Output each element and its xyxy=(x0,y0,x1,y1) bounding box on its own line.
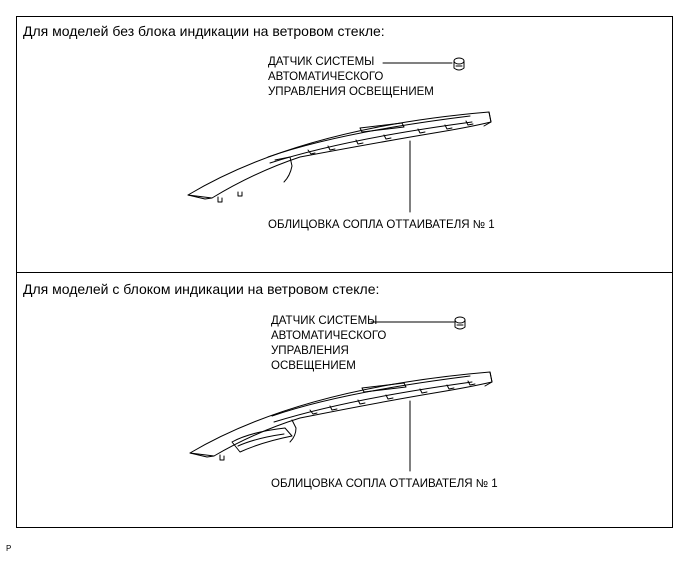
panel-2-sensor-label-line-1: ДАТЧИК СИСТЕМЫ xyxy=(271,315,378,327)
panel-2-sensor-label-line-3: УПРАВЛЕНИЯ xyxy=(271,345,349,357)
panel-2-light-sensor-icon xyxy=(455,317,465,329)
panel-1-sensor-label-line-2: АВТОМАТИЧЕСКОГО xyxy=(268,71,384,83)
panel-2-sensor-label-line-2: АВТОМАТИЧЕСКОГО xyxy=(271,330,387,342)
panel-1-title: Для моделей без блока индикации на ветровом стекле: xyxy=(23,23,385,39)
panel-1-defroster-nozzle-garnish xyxy=(188,112,491,202)
panel-2-defroster-nozzle-garnish xyxy=(190,372,492,460)
panel-1-nozzle-label: ОБЛИЦОВКА СОПЛА ОТТАИВАТЕЛЯ № 1 xyxy=(268,219,495,231)
panel-1-light-sensor-icon xyxy=(454,58,464,70)
panel-2-nozzle-label: ОБЛИЦОВКА СОПЛА ОТТАИВАТЕЛЯ № 1 xyxy=(271,478,498,490)
panel-2-title: Для моделей с блоком индикации на ветровом стекле: xyxy=(23,281,380,297)
panel-1-sensor-label-line-1: ДАТЧИК СИСТЕМЫ xyxy=(268,56,375,68)
figure-code: P xyxy=(6,544,12,553)
panel-2-sensor-label-line-4: ОСВЕЩЕНИЕМ xyxy=(271,360,356,372)
panel-1-sensor-label-line-3: УПРАВЛЕНИЯ ОСВЕЩЕНИЕМ xyxy=(268,86,434,98)
